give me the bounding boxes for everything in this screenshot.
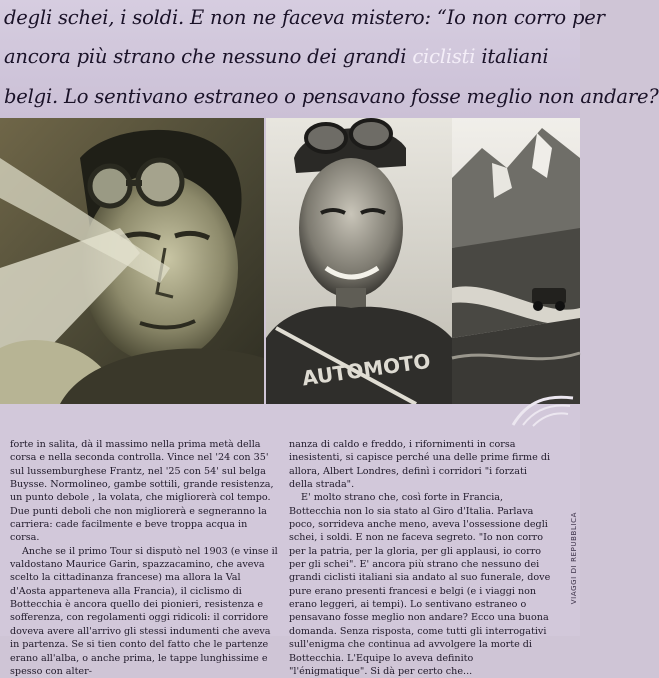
banner-line-2-start: ancora più strano che nessuno dei grandi xyxy=(4,45,413,68)
photo-strip xyxy=(0,118,580,404)
banner-line-1: degli schei, i soldi. E non ne faceva mistero: “Io non corro per xyxy=(4,6,605,29)
jersey-text: AUTOMOTO xyxy=(300,348,432,391)
paragraph: forte in salita, dà il massimo nella prima metà della corsa e nella seconda controlla. Vince nel '24 con 35' sul lussemburghese Frantz, nel '25 con 54' sul belga Buysse. Normolineo, gambe sottili, grande resistenza, un punto debole , la volata, che migliorerà col tempo. Due punti deboli che non migliorerà e segneranno la carriera: cade facilmente e beve troppa acqua in corsa. xyxy=(10,439,274,544)
photo-cyclist-drinking xyxy=(0,118,264,404)
banner-line-2-end: italiani xyxy=(475,45,549,68)
article-body xyxy=(0,404,580,677)
photo-mountain-road xyxy=(452,118,580,404)
magazine-side-label: VIAGGI DI REPUBBLICA xyxy=(570,512,578,605)
banner-line-3: belgi. Lo sentivano estraneo o pensavano fosse meglio non andare? xyxy=(4,85,659,108)
quote-banner xyxy=(0,0,659,118)
banner-line-2 xyxy=(4,45,548,68)
paragraph: E' molto strano che, così forte in Francia, Bottecchia non lo sia stato al Giro d'Italia. Parlava poco, sorrideva anche meno, aveva l'ossessione degli schei, i soldi. E non ne faceva segreto. "Io non corro per la patria, per la gloria, per gli applausi, io corro per gli schei". E' ancora più strano che nessuno dei grandi ciclisti italiani sia andato al suo funerale, dove pure erano presenti francesi e belgi (e i viaggi non erano leggeri, ai tempi). Lo sentivano estraneo o pensavano fosse meglio non andare? Ecco una buona domanda. Senza risposta, come tutti gli interrogativi sull'enigma che continua ad avvolgere la morte di Bottecchia. L'Equipe lo aveva definito "l'énigmatique". Si dà per certo che... xyxy=(289,492,551,677)
article-column-right xyxy=(289,438,553,678)
paragraph: nanza di caldo e freddo, i rifornimenti in corsa inesistenti, si capisce perché una delle prime firme di allora, Albert Londres, definì i corridori "i forzati della strada". xyxy=(289,439,551,491)
paragraph: Anche se il primo Tour si disputò nel 1903 (e vinse il valdostano Maurice Garin, spazzacamino, che aveva scelto la cittadinanza francese) ma allora la Val d'Aosta apparteneva alla Francia), il ciclismo di Bottecchia è ancora quello dei pionieri, resistenza e sofferenza, con regolamenti oggi ridicoli: il corridore doveva avere all'arrivo gli stessi indumenti che aveva in partenza. Se si tien conto del fatto che le partenze erano all'alba, o anche prima, le tappe lunghissime e spesso con alter- xyxy=(10,545,278,677)
photo-cyclist-portrait xyxy=(266,118,452,404)
watermark-logo xyxy=(508,390,578,430)
article-column-left xyxy=(10,438,278,678)
banner-highlight-word: ciclisti xyxy=(412,45,476,68)
